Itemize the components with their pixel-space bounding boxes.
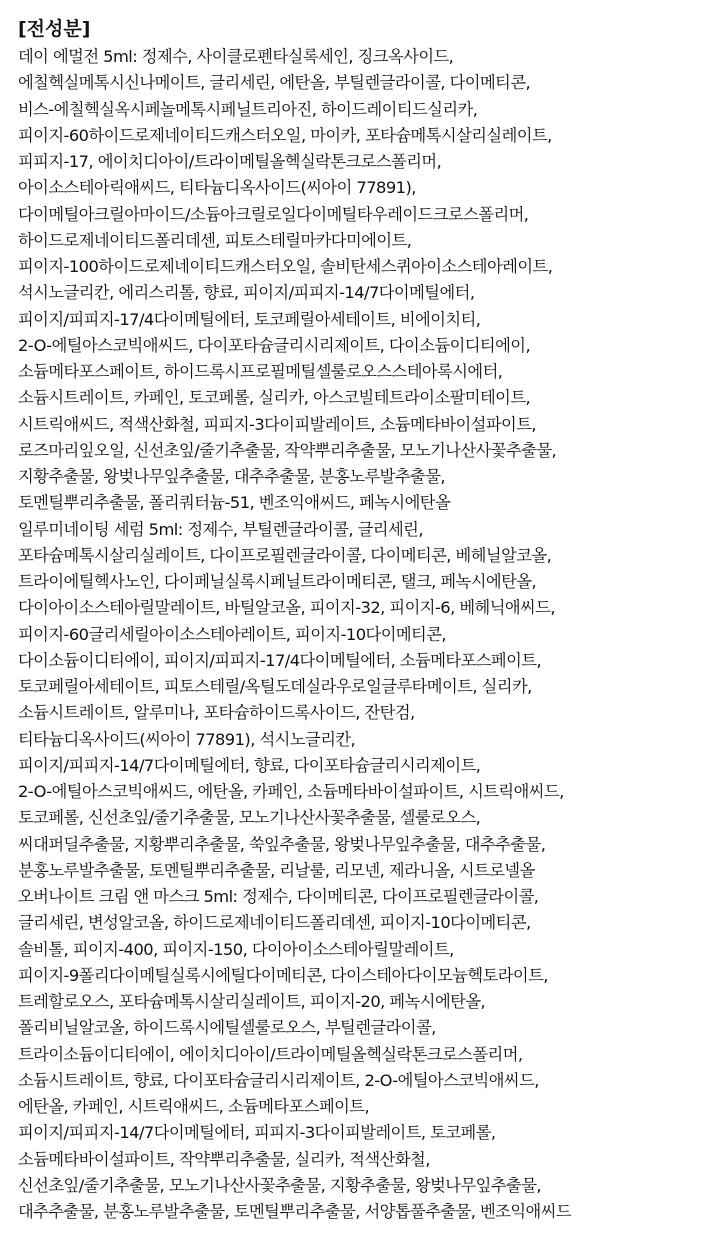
ingredient-line: 소듐시트레이트, 알루미나, 포타슘하이드록사이드, 잔탄검, [18,703,415,723]
ingredient-line: 하이드로제네이티드폴리데센, 피토스테릴마카다미에이트, [18,230,412,250]
ingredients-document [18,14,698,1225]
ingredient-line: 2-O-에틸아스코빅애씨드, 에탄올, 카페인, 소듐메타바이설파이트, 시트릭애씨드, [18,782,564,801]
ingredient-line: 피이지/피피지-14/7다이메틸에터, 피피지-3다이피발레이트, 토코페롤, [18,1123,496,1143]
ingredient-line: 시트릭애씨드, 적색산화철, 피피지-3다이피발레이트, 소듐메타바이설파이트, [18,414,537,434]
ingredient-line: 글리세린, 변성알코올, 하이드로제네이티드폴리데센, 피이지-10다이메티콘, [18,913,531,933]
ingredient-line: 포타슘메톡시살리실레이트, 다이프로필렌글라이콜, 다이메티콘, 베헤닐알코올, [18,545,552,565]
ingredient-line: 데이 에멀전 5ml: 정제수, 사이클로펜타실록세인, 징크옥사이드, [18,47,454,66]
ingredient-line: 오버나이트 크림 앤 마스크 5ml: 정제수, 다이메티콘, 다이프로필렌글라이콜, [18,887,539,906]
ingredient-line: 2-O-에틸아스코빅애씨드, 다이포타슘글리시리제이트, 다이소듐이디티에이, [18,335,531,355]
ingredient-line: 피이지-100하이드로제네이티드캐스터오일, 솔비탄세스퀴아이소스테아레이트, [18,257,553,276]
ingredient-line: 다이소듐이디티에이, 피이지/피피지-17/4다이메틸에터, 소듐메타포스페이트, [18,650,542,670]
ingredient-lines [18,44,698,1225]
ingredient-line: 피피지-17, 에이치디아이/트라이메틸올헥실락톤크로스폴리머, [18,152,442,171]
ingredient-line: 트라이소듐이디티에이, 에이치디아이/트라이메틸올헥실락톤크로스폴리머, [18,1044,523,1064]
ingredient-line: 다이메틸아크릴아마이드/소듐아크릴로일다이메틸타우레이드크로스폴리머, [18,204,529,224]
ingredient-line: 트라이에틸헥사노인, 다이페닐실록시페닐트라이메티콘, 탤크, 페녹시에탄올, [18,572,537,591]
ingredient-line: 석시노글리칸, 에리스리톨, 향료, 피이지/피피지-14/7다이메틸에터, [18,283,475,303]
ingredient-line: 아이소스테아릭애씨드, 티타늄디옥사이드(씨아이 77891), [18,178,416,198]
ingredient-line: 소듐시트레이트, 카페인, 토코페롤, 실리카, 아스코빌테트라이소팔미테이트, [18,388,531,408]
ingredient-line: 피이지-9폴리다이메틸실록시에틸다이메티콘, 다이스테아다이모늄헥토라이트, [18,965,548,985]
ingredient-line: 에탄올, 카페인, 시트릭애씨드, 소듐메타포스페이트, [18,1097,370,1116]
ingredient-line: 로즈마리잎오일, 신선초잎/줄기추출물, 작약뿌리추출물, 모노기나산사꽃추출물, [18,440,557,460]
ingredient-line: 지황추출물, 왕벚나무잎추출물, 대추추출물, 분홍노루발추출물, [18,467,446,486]
ingredient-line: 트레할로오스, 포타슘메톡시살리실레이트, 피이지-20, 페녹시에탄올, [18,992,486,1011]
ingredient-line: 소듐메타바이설파이트, 작약뿌리추출물, 실리카, 적색산화철, [18,1149,430,1169]
ingredient-line: 다이아이소스테아릴말레이트, 바틸알코올, 피이지-32, 피이지-6, 베헤닉애씨드, [18,598,556,618]
ingredient-line: 솔비톨, 피이지-400, 피이지-150, 다이아이소스테아릴말레이트, [18,939,454,959]
ingredient-line: 피이지/피피지-17/4다이메틸에터, 토코페릴아세테이트, 비에이치티, [18,309,481,329]
ingredient-line: 씨대퍼딜추출물, 지황뿌리추출물, 쑥잎추출물, 왕벚나무잎추출물, 대추추출물, [18,834,546,854]
ingredient-line: 소듐시트레이트, 향료, 다이포타슘글리시리제이트, 2-O-에틸아스코빅애씨드, [18,1070,539,1090]
ingredient-line: 피이지-60글리세릴아이소스테아레이트, 피이지-10다이메티콘, [18,624,447,644]
ingredient-line: 티타늄디옥사이드(씨아이 77891), 석시노글리칸, [18,729,356,749]
ingredient-line: 비스-에칠헥실옥시페놀메톡시페닐트리아진, 하이드레이티드실리카, [18,99,478,119]
ingredient-line: 신선초잎/줄기추출물, 모노기나산사꽃추출물, 지황추출물, 왕벚나무잎추출물, [18,1175,542,1195]
section-title: [전성분] [18,18,91,40]
ingredient-line: 분홍노루발추출물, 토멘틸뿌리추출물, 리날룰, 리모넨, 제라니올, 시트로넬올 [18,860,535,880]
ingredient-line: 토코페롤, 신선초잎/줄기추출물, 모노기나산사꽃추출물, 셀룰로오스, [18,808,481,828]
ingredient-line: 토멘틸뿌리추출물, 폴리쿼터늄-51, 벤조익애씨드, 페녹시에탄올 [18,493,451,513]
ingredient-line: 피이지-60하이드로제네이티드캐스터오일, 마이카, 포타슘메톡시살리실레이트, [18,125,552,145]
ingredient-line: 소듐메타포스페이트, 하이드록시프로필메틸셀룰로오스스테아록시에터, [18,362,503,381]
ingredient-line: 대추추출물, 분홍노루발추출물, 토멘틸뿌리추출물, 서양톱풀추출물, 벤조익애씨드 [18,1202,572,1221]
ingredient-line: 폴리비닐알코올, 하이드록시에틸셀룰로오스, 부틸렌글라이콜, [18,1018,436,1038]
ingredient-line: 토코페릴아세테이트, 피토스테릴/옥틸도데실라우로일글루타메이트, 실리카, [18,677,532,696]
ingredient-line: 피이지/피피지-14/7다이메틸에터, 향료, 다이포타슘글리시리제이트, [18,755,481,775]
ingredient-line: 에칠헥실메톡시신나메이트, 글리세린, 에탄올, 부틸렌글라이콜, 다이메티콘, [18,73,531,93]
ingredient-line: 일루미네이팅 세럼 5ml: 정제수, 부틸렌글라이콜, 글리세린, [18,519,423,539]
